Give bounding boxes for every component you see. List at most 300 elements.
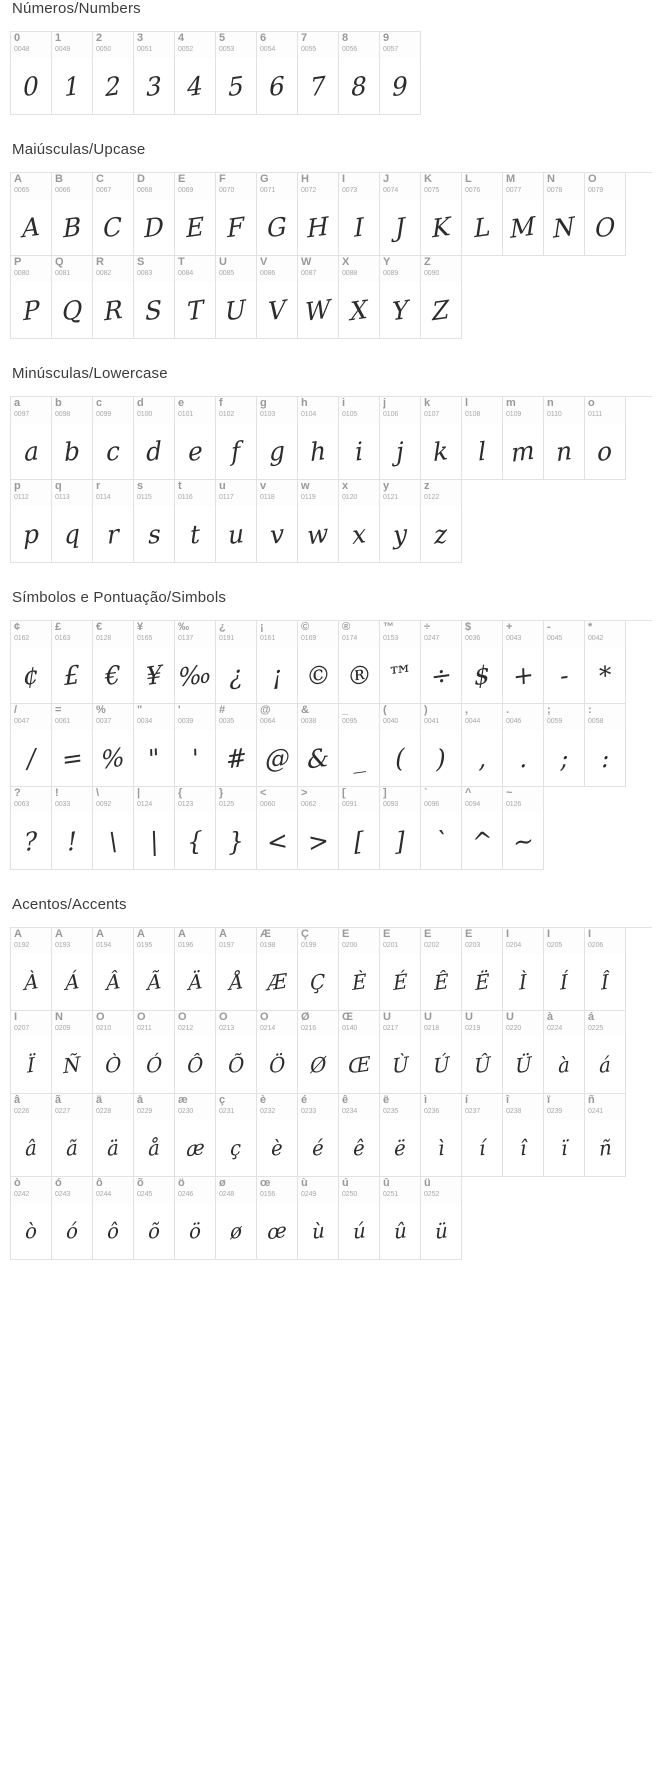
- glyph-preview-character: U: [225, 293, 247, 327]
- glyph-cell[interactable]: [421, 621, 462, 704]
- glyph-character-label: Ã: [137, 929, 145, 940]
- glyph-cell[interactable]: [257, 397, 298, 480]
- glyph-cell-header: [339, 1011, 379, 1037]
- glyph-cell[interactable]: [462, 397, 503, 480]
- glyph-character-label: ;: [547, 705, 551, 716]
- glyph-preview-character: Å: [228, 968, 244, 996]
- glyph-cell[interactable]: [52, 704, 93, 787]
- glyph-cell-header: [585, 928, 625, 954]
- glyph-cell[interactable]: [93, 1011, 134, 1094]
- glyph-preview: [339, 1120, 379, 1176]
- glyph-cell[interactable]: [380, 704, 421, 787]
- glyph-preview-character: z: [433, 518, 449, 550]
- glyph-cell[interactable]: [380, 480, 421, 563]
- glyph-preview: [380, 647, 420, 703]
- glyph-preview: [93, 282, 133, 338]
- glyph-cell[interactable]: [175, 397, 216, 480]
- glyph-cell[interactable]: [93, 1094, 134, 1177]
- glyph-preview: [11, 647, 51, 703]
- glyph-character-label: ,: [465, 705, 469, 716]
- glyph-cell[interactable]: [11, 256, 52, 339]
- glyph-cell[interactable]: [93, 32, 134, 115]
- glyph-cell-header: [462, 928, 502, 954]
- glyph-cell[interactable]: [11, 621, 52, 704]
- glyph-preview-character: ü: [434, 1218, 448, 1244]
- glyph-preview-character: ™: [387, 658, 413, 692]
- glyph-character-label: ~: [506, 788, 513, 799]
- glyph-cell[interactable]: [585, 397, 626, 480]
- glyph-cell[interactable]: [339, 704, 380, 787]
- glyph-cell[interactable]: [544, 397, 585, 480]
- glyph-code-label: 0063: [14, 801, 30, 808]
- glyph-cell[interactable]: [298, 704, 339, 787]
- glyph-cell[interactable]: [216, 621, 257, 704]
- glyph-cell[interactable]: [503, 397, 544, 480]
- glyph-cell[interactable]: [257, 32, 298, 115]
- glyph-cell[interactable]: [11, 173, 52, 256]
- glyph-character-label: b: [55, 398, 62, 409]
- glyph-cell[interactable]: [298, 173, 339, 256]
- glyph-character-label: £: [55, 622, 62, 633]
- glyph-preview-character: O: [594, 211, 616, 243]
- glyph-cell[interactable]: [544, 1011, 585, 1094]
- glyph-character-label: Û: [465, 1012, 473, 1023]
- glyph-cell[interactable]: [380, 1177, 421, 1260]
- glyph-cell[interactable]: [421, 480, 462, 563]
- glyph-cell[interactable]: [298, 1011, 339, 1094]
- glyph-character-label: e: [178, 398, 185, 409]
- glyph-cell[interactable]: [503, 173, 544, 256]
- glyph-cell[interactable]: [585, 1011, 626, 1094]
- glyph-cell[interactable]: [52, 1094, 93, 1177]
- glyph-preview: [339, 1037, 379, 1093]
- glyph-cell[interactable]: [421, 1094, 462, 1177]
- glyph-cell[interactable]: [503, 1011, 544, 1094]
- glyph-cell[interactable]: [93, 397, 134, 480]
- glyph-preview-character: g: [268, 435, 286, 467]
- glyph-cell[interactable]: [339, 1094, 380, 1177]
- glyph-cell-header: [134, 787, 174, 813]
- glyph-preview: [339, 423, 379, 479]
- glyph-cell[interactable]: [298, 621, 339, 704]
- glyph-cell[interactable]: [175, 173, 216, 256]
- glyph-cell[interactable]: [462, 1011, 503, 1094]
- glyph-cell[interactable]: [421, 928, 462, 1011]
- glyph-cell[interactable]: [462, 787, 503, 870]
- glyph-cell[interactable]: [421, 397, 462, 480]
- glyph-cell[interactable]: [462, 928, 503, 1011]
- glyph-code-label: 0174: [342, 635, 358, 642]
- glyph-cell-header: [421, 787, 461, 813]
- glyph-cell[interactable]: [93, 704, 134, 787]
- glyph-cell[interactable]: [175, 928, 216, 1011]
- glyph-preview-character: ^: [471, 824, 493, 858]
- glyph-cell[interactable]: [585, 173, 626, 256]
- glyph-cell[interactable]: [11, 1011, 52, 1094]
- glyph-cell-header: [462, 621, 502, 647]
- glyph-character-label: ó: [55, 1178, 62, 1189]
- glyph-cell[interactable]: [216, 32, 257, 115]
- glyph-cell[interactable]: [93, 173, 134, 256]
- glyph-cell[interactable]: [257, 1011, 298, 1094]
- glyph-cell-header: [52, 1011, 92, 1037]
- glyph-cell[interactable]: [11, 704, 52, 787]
- glyph-preview-character: ï: [560, 1135, 568, 1161]
- glyph-preview: [175, 730, 215, 786]
- glyph-code-label: 0234: [342, 1108, 358, 1115]
- glyph-code-label: 0057: [383, 46, 399, 53]
- glyph-preview: [216, 1203, 256, 1259]
- glyph-cell[interactable]: [216, 256, 257, 339]
- glyph-cell[interactable]: [134, 621, 175, 704]
- glyph-character-label: d: [137, 398, 144, 409]
- glyph-preview: [93, 423, 133, 479]
- glyph-preview: [175, 1120, 215, 1176]
- glyph-cell[interactable]: [585, 704, 626, 787]
- glyph-cell[interactable]: [216, 480, 257, 563]
- glyph-cell[interactable]: [503, 621, 544, 704]
- glyph-code-label: 0045: [547, 635, 563, 642]
- glyph-cell-header: [298, 928, 338, 954]
- glyph-cell[interactable]: [462, 704, 503, 787]
- glyph-preview: [585, 954, 625, 1010]
- glyph-code-label: 0205: [547, 942, 563, 949]
- glyph-cell[interactable]: [11, 32, 52, 115]
- glyph-cell[interactable]: [298, 1094, 339, 1177]
- glyph-preview: [421, 1203, 461, 1259]
- glyph-cell[interactable]: [462, 1094, 503, 1177]
- glyph-cell[interactable]: [380, 787, 421, 870]
- glyph-cell[interactable]: [298, 787, 339, 870]
- glyph-cell[interactable]: [544, 928, 585, 1011]
- glyph-preview: [503, 1037, 543, 1093]
- glyph-preview: [298, 423, 338, 479]
- glyph-cell-header: [298, 480, 338, 506]
- glyph-cell[interactable]: [134, 1094, 175, 1177]
- glyph-preview: [11, 813, 51, 869]
- glyph-character-label: Õ: [219, 1012, 228, 1023]
- glyph-preview: [298, 1037, 338, 1093]
- glyph-character-label: N: [547, 174, 555, 185]
- glyph-cell-header: [462, 1094, 502, 1120]
- glyph-cell[interactable]: [462, 173, 503, 256]
- glyph-preview-character: J: [394, 211, 406, 243]
- glyph-cell-header: [380, 397, 420, 423]
- glyph-cell[interactable]: [257, 621, 298, 704]
- glyph-cell[interactable]: [339, 787, 380, 870]
- glyph-cell[interactable]: [216, 1094, 257, 1177]
- glyph-cell[interactable]: [380, 32, 421, 115]
- glyph-preview: [175, 954, 215, 1010]
- glyph-cell[interactable]: [585, 928, 626, 1011]
- glyph-cell[interactable]: [175, 480, 216, 563]
- glyph-cell[interactable]: [175, 621, 216, 704]
- glyph-cell[interactable]: [134, 787, 175, 870]
- glyph-code-label: 0125: [219, 801, 235, 808]
- glyph-cell[interactable]: [462, 621, 503, 704]
- glyph-cell[interactable]: [52, 1011, 93, 1094]
- glyph-cell[interactable]: [93, 621, 134, 704]
- glyph-cell-header: [52, 397, 92, 423]
- glyph-cell[interactable]: [11, 1094, 52, 1177]
- glyph-cell-header: [544, 928, 584, 954]
- glyph-cell[interactable]: [93, 1177, 134, 1260]
- glyph-cell[interactable]: [134, 480, 175, 563]
- glyph-cell[interactable]: [175, 1011, 216, 1094]
- glyph-cell[interactable]: [93, 256, 134, 339]
- glyph-code-label: 0096: [424, 801, 440, 808]
- glyph-cell[interactable]: [298, 480, 339, 563]
- glyph-cell[interactable]: [298, 1177, 339, 1260]
- glyph-code-label: 0237: [465, 1108, 481, 1115]
- glyph-preview-character: [: [353, 825, 365, 857]
- glyph-cell[interactable]: [216, 397, 257, 480]
- glyph-cell-header: [134, 1011, 174, 1037]
- glyph-cell[interactable]: [585, 1094, 626, 1177]
- glyph-character-label: ç: [219, 1095, 226, 1106]
- glyph-cell[interactable]: [421, 173, 462, 256]
- glyph-code-label: 0207: [14, 1025, 30, 1032]
- glyph-code-label: 0111: [588, 411, 603, 418]
- glyph-character-label: H: [301, 174, 309, 185]
- glyph-preview: [462, 813, 502, 869]
- glyph-preview-character: é: [311, 1135, 325, 1161]
- glyph-cell[interactable]: [257, 173, 298, 256]
- glyph-character-label: ': [178, 705, 181, 716]
- glyph-cell-header: [257, 787, 297, 813]
- glyph-cell-header: [380, 928, 420, 954]
- glyph-preview-character: :: [600, 742, 610, 774]
- glyph-cell[interactable]: [52, 1177, 93, 1260]
- glyph-cell[interactable]: [175, 704, 216, 787]
- glyph-cell[interactable]: [93, 928, 134, 1011]
- glyph-cell[interactable]: [11, 480, 52, 563]
- glyph-cell-header: [216, 32, 256, 58]
- glyph-cell[interactable]: [503, 1094, 544, 1177]
- glyph-character-label: U: [219, 257, 227, 268]
- glyph-cell[interactable]: [421, 256, 462, 339]
- glyph-cell[interactable]: [175, 787, 216, 870]
- glyph-cell[interactable]: [421, 787, 462, 870]
- glyph-preview: [421, 199, 461, 255]
- glyph-cell[interactable]: [339, 480, 380, 563]
- glyph-preview: [257, 199, 297, 255]
- glyph-cell-header: [339, 480, 379, 506]
- glyph-preview: [52, 506, 92, 562]
- glyph-cell[interactable]: [134, 928, 175, 1011]
- glyph-cell[interactable]: [257, 1094, 298, 1177]
- glyph-cell[interactable]: [544, 621, 585, 704]
- glyph-preview-character: 5: [227, 70, 245, 102]
- glyph-cell[interactable]: [380, 1011, 421, 1094]
- glyph-cell[interactable]: [339, 32, 380, 115]
- glyph-cell[interactable]: [339, 1011, 380, 1094]
- glyph-cell[interactable]: [339, 173, 380, 256]
- glyph-cell[interactable]: [11, 928, 52, 1011]
- glyph-cell[interactable]: [52, 256, 93, 339]
- glyph-cell[interactable]: [93, 480, 134, 563]
- glyph-cell[interactable]: [544, 704, 585, 787]
- glyph-cell[interactable]: [52, 787, 93, 870]
- glyph-cell-header: [52, 1094, 92, 1120]
- glyph-cell-header: [380, 1094, 420, 1120]
- glyph-character-label: ®: [342, 622, 351, 633]
- glyph-preview-character: å: [147, 1135, 161, 1161]
- glyph-character-label: 5: [219, 33, 226, 44]
- glyph-cell[interactable]: [503, 704, 544, 787]
- glyph-cell[interactable]: [339, 621, 380, 704]
- glyph-code-label: 0246: [178, 1191, 194, 1198]
- glyph-code-label: 0195: [137, 942, 153, 949]
- glyph-cell[interactable]: [339, 928, 380, 1011]
- glyph-cell[interactable]: [380, 256, 421, 339]
- glyph-cell[interactable]: [339, 397, 380, 480]
- glyph-cell-header: [380, 787, 420, 813]
- glyph-character-label: õ: [137, 1178, 144, 1189]
- glyph-cell-header: [52, 32, 92, 58]
- glyph-cell-header: [421, 1011, 461, 1037]
- glyph-cell[interactable]: [216, 928, 257, 1011]
- glyph-cell[interactable]: [421, 1011, 462, 1094]
- glyph-cell[interactable]: [175, 1094, 216, 1177]
- glyph-cell[interactable]: [339, 1177, 380, 1260]
- glyph-cell[interactable]: [52, 480, 93, 563]
- glyph-cell[interactable]: [134, 1011, 175, 1094]
- glyph-code-label: 0210: [96, 1025, 112, 1032]
- glyph-grid: [10, 396, 652, 563]
- glyph-code-label: 0230: [178, 1108, 194, 1115]
- glyph-cell-header: [503, 1011, 543, 1037]
- glyph-cell[interactable]: [380, 928, 421, 1011]
- glyph-preview-character: ç: [230, 1135, 242, 1161]
- glyph-cell-header: [503, 1094, 543, 1120]
- glyph-cell-header: [503, 787, 543, 813]
- glyph-cell[interactable]: [257, 480, 298, 563]
- glyph-code-label: 0108: [465, 411, 481, 418]
- glyph-cell[interactable]: [544, 1094, 585, 1177]
- glyph-cell[interactable]: [298, 397, 339, 480]
- glyph-cell[interactable]: [11, 397, 52, 480]
- glyph-character-label: K: [424, 174, 432, 185]
- glyph-cell[interactable]: [380, 1094, 421, 1177]
- glyph-character-label: Î: [588, 929, 592, 940]
- glyph-preview-character: i: [354, 435, 364, 467]
- glyph-cell[interactable]: [134, 173, 175, 256]
- glyph-cell-header: [175, 256, 215, 282]
- glyph-cell[interactable]: [134, 256, 175, 339]
- glyph-cell-header: [175, 928, 215, 954]
- glyph-code-label: 0118: [260, 494, 275, 501]
- glyph-preview: [93, 1203, 133, 1259]
- glyph-code-label: 0115: [137, 494, 152, 501]
- glyph-cell-header: [175, 397, 215, 423]
- glyph-cell[interactable]: [380, 173, 421, 256]
- glyph-code-label: 0196: [178, 942, 194, 949]
- glyph-cell[interactable]: [216, 1011, 257, 1094]
- glyph-preview: [93, 199, 133, 255]
- glyph-preview-character: ,: [477, 742, 487, 774]
- glyph-preview: [257, 1203, 297, 1259]
- glyph-cell[interactable]: [216, 787, 257, 870]
- glyph-cell[interactable]: [216, 173, 257, 256]
- glyph-preview-character: /: [26, 742, 36, 774]
- glyph-cell[interactable]: [52, 173, 93, 256]
- glyph-preview-character: l: [477, 435, 487, 467]
- glyph-cell-header: [216, 256, 256, 282]
- glyph-cell[interactable]: [93, 787, 134, 870]
- glyph-cell[interactable]: [257, 256, 298, 339]
- glyph-code-label: 0218: [424, 1025, 440, 1032]
- glyph-preview-character: Ò: [104, 1051, 122, 1079]
- glyph-preview-character: q: [63, 518, 81, 550]
- glyph-cell[interactable]: [380, 621, 421, 704]
- glyph-cell[interactable]: [421, 704, 462, 787]
- glyph-cell[interactable]: [11, 1177, 52, 1260]
- glyph-character-label: x: [342, 481, 349, 492]
- glyph-cell[interactable]: [134, 704, 175, 787]
- glyph-cell-header: [257, 621, 297, 647]
- glyph-cell-header: [52, 787, 92, 813]
- glyph-preview-character: á: [598, 1052, 612, 1078]
- glyph-cell[interactable]: [298, 928, 339, 1011]
- glyph-cell-header: [134, 480, 174, 506]
- glyph-cell[interactable]: [503, 787, 544, 870]
- glyph-cell[interactable]: [421, 1177, 462, 1260]
- glyph-cell[interactable]: [175, 1177, 216, 1260]
- glyph-preview-character: ñ: [598, 1135, 612, 1161]
- glyph-cell[interactable]: [544, 173, 585, 256]
- glyph-cell[interactable]: [585, 621, 626, 704]
- glyph-preview: [175, 423, 215, 479]
- glyph-preview-character: G: [266, 211, 288, 243]
- glyph-cell[interactable]: [380, 397, 421, 480]
- glyph-cell[interactable]: [175, 256, 216, 339]
- glyph-preview-character: v: [269, 518, 285, 550]
- glyph-cell[interactable]: [503, 928, 544, 1011]
- glyph-cell[interactable]: [216, 1177, 257, 1260]
- glyph-cell[interactable]: [52, 397, 93, 480]
- glyph-character-label: 3: [137, 33, 144, 44]
- glyph-cell[interactable]: [52, 621, 93, 704]
- glyph-cell[interactable]: [52, 928, 93, 1011]
- glyph-preview-character: £: [63, 659, 81, 691]
- glyph-character-label: p: [14, 481, 21, 492]
- glyph-cell[interactable]: [339, 256, 380, 339]
- glyph-cell-header: [503, 397, 543, 423]
- glyph-cell[interactable]: [298, 32, 339, 115]
- glyph-cell[interactable]: [257, 787, 298, 870]
- glyph-cell[interactable]: [52, 32, 93, 115]
- glyph-cell-header: [52, 256, 92, 282]
- glyph-preview: [216, 647, 256, 703]
- glyph-cell[interactable]: [257, 928, 298, 1011]
- glyph-cell[interactable]: [134, 397, 175, 480]
- glyph-cell[interactable]: [175, 32, 216, 115]
- glyph-cell[interactable]: [216, 704, 257, 787]
- glyph-cell[interactable]: [134, 1177, 175, 1260]
- glyph-character-label: O: [588, 174, 597, 185]
- glyph-code-label: 0162: [14, 635, 30, 642]
- glyph-cell[interactable]: [298, 256, 339, 339]
- glyph-cell[interactable]: [257, 704, 298, 787]
- glyph-cell[interactable]: [257, 1177, 298, 1260]
- glyph-code-label: 0119: [301, 494, 316, 501]
- glyph-preview-character: |: [149, 825, 159, 857]
- glyph-cell[interactable]: [134, 32, 175, 115]
- glyph-cell[interactable]: [11, 787, 52, 870]
- glyph-grid: [10, 620, 652, 870]
- glyph-preview-character: ): [435, 742, 447, 774]
